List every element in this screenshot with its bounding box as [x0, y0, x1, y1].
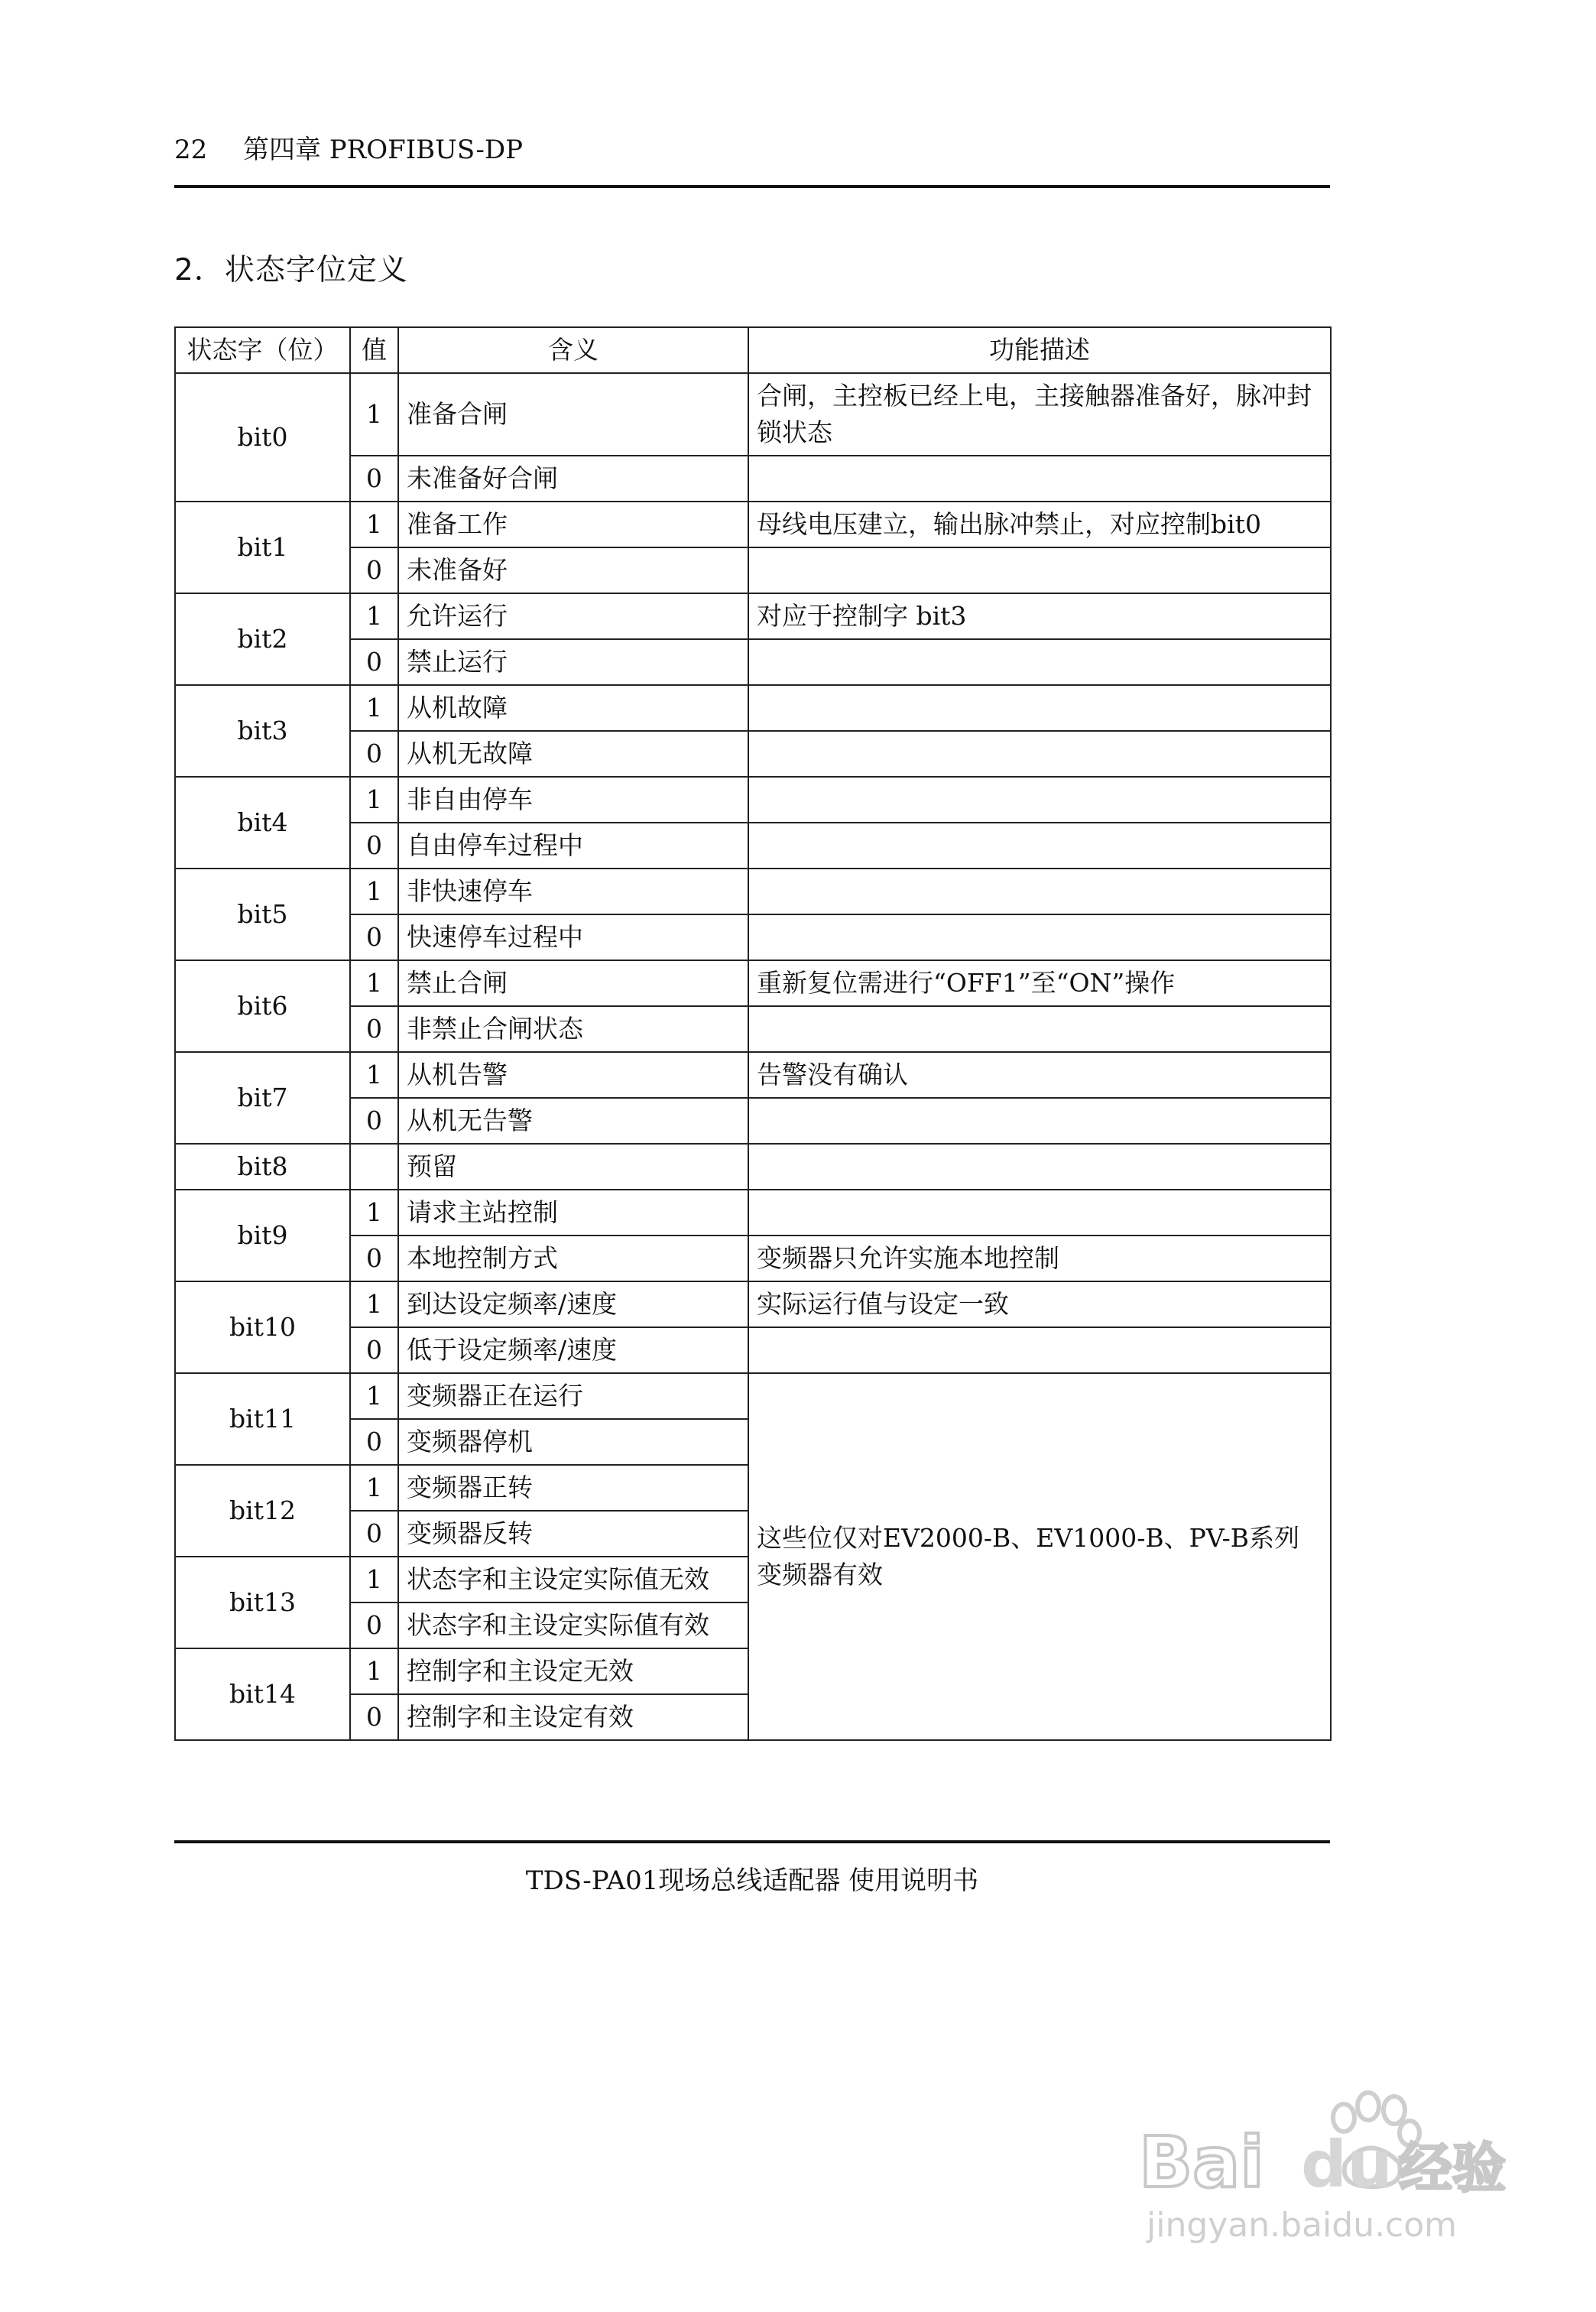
bit-value: 0	[350, 1236, 398, 1281]
bit-description	[748, 1327, 1331, 1373]
table-row	[175, 1190, 1331, 1236]
watermark-brand-du: du	[1301, 2127, 1393, 2202]
bit-label: bit1	[175, 502, 350, 593]
table-row	[175, 869, 1331, 914]
bit-description	[748, 1006, 1331, 1052]
bit-meaning: 禁止合闸	[398, 960, 748, 1006]
bit-label: bit0	[175, 373, 350, 502]
bit-label: bit13	[175, 1557, 350, 1648]
bit-value: 0	[350, 1006, 398, 1052]
bit-value: 1	[350, 593, 398, 639]
page-header	[174, 128, 1330, 187]
bit-meaning: 低于设定频率/速度	[398, 1327, 748, 1373]
bit-meaning: 允许运行	[398, 593, 748, 639]
column-header-meaning: 含义	[398, 327, 748, 373]
chapter-title: 第四章 PROFIBUS-DP	[243, 135, 523, 165]
bit-meaning: 非快速停车	[398, 869, 748, 914]
bit-meaning: 状态字和主设定实际值有效	[398, 1602, 748, 1648]
bit-label: bit6	[175, 960, 350, 1052]
bit-description	[748, 639, 1331, 685]
bit-value: 1	[350, 1190, 398, 1236]
status-word-table	[174, 326, 1332, 1741]
bit-value: 1	[350, 1052, 398, 1098]
column-header-bit: 状态字（位）	[175, 327, 350, 373]
bit-description	[748, 547, 1331, 593]
bit-meaning: 变频器正在运行	[398, 1373, 748, 1419]
bit-meaning: 变频器正转	[398, 1465, 748, 1511]
bit-label: bit9	[175, 1190, 350, 1281]
bit-description	[748, 914, 1331, 960]
section-title: 2．状态字位定义	[174, 253, 408, 287]
bit-label: bit8	[175, 1144, 350, 1190]
bit-value: 1	[350, 777, 398, 823]
header-divider	[174, 185, 1330, 188]
bit-meaning: 禁止运行	[398, 639, 748, 685]
bit-description	[748, 456, 1331, 502]
bit-label: bit12	[175, 1465, 350, 1557]
bit-value: 1	[350, 502, 398, 547]
bit-meaning: 控制字和主设定有效	[398, 1694, 748, 1740]
bit-meaning: 到达设定频率/速度	[398, 1281, 748, 1327]
bit-meaning: 从机故障	[398, 685, 748, 731]
table-row	[175, 960, 1331, 1006]
bit-meaning: 非禁止合闸状态	[398, 1006, 748, 1052]
bit-value: 1	[350, 1373, 398, 1419]
page-number: 22	[174, 135, 208, 165]
bit-meaning: 本地控制方式	[398, 1236, 748, 1281]
bit-value: 0	[350, 639, 398, 685]
bit-meaning: 快速停车过程中	[398, 914, 748, 960]
bit-value: 1	[350, 1281, 398, 1327]
table-row	[175, 1052, 1331, 1098]
watermark-brand: Bai	[1139, 2122, 1264, 2203]
bit-label: bit2	[175, 593, 350, 685]
bit-label: bit7	[175, 1052, 350, 1144]
bit-meaning: 变频器停机	[398, 1419, 748, 1465]
bit-value: 0	[350, 1602, 398, 1648]
bit-description: 变频器只允许实施本地控制	[748, 1236, 1331, 1281]
bit-description: 实际运行值与设定一致	[748, 1281, 1331, 1327]
bit-label: bit3	[175, 685, 350, 777]
bit-meaning: 从机无告警	[398, 1098, 748, 1144]
bit-value: 1	[350, 1465, 398, 1511]
bit-value	[350, 1144, 398, 1190]
bit-label: bit5	[175, 869, 350, 960]
bit-label: bit14	[175, 1648, 350, 1740]
bit-meaning: 未准备好合闸	[398, 456, 748, 502]
bit-description: 母线电压建立，输出脉冲禁止，对应控制bit0	[748, 502, 1331, 547]
bit-value: 0	[350, 914, 398, 960]
column-header-description: 功能描述	[748, 327, 1331, 373]
bit-value: 0	[350, 1098, 398, 1144]
bit-description	[748, 685, 1331, 731]
bit-description: 重新复位需进行“OFF1”至“ON”操作	[748, 960, 1331, 1006]
baidu-jingyan-watermark	[1139, 2072, 1521, 2263]
bit-value: 0	[350, 456, 398, 502]
bit-meaning: 准备合闸	[398, 373, 748, 456]
table-row	[175, 1373, 1331, 1419]
bit-description	[748, 731, 1331, 777]
bit-value: 1	[350, 960, 398, 1006]
bit-meaning: 自由停车过程中	[398, 823, 748, 869]
table-row	[175, 373, 1331, 456]
bit-description	[748, 1190, 1331, 1236]
table-header-row	[175, 327, 1331, 373]
bit-value: 0	[350, 1327, 398, 1373]
bit-label: bit10	[175, 1281, 350, 1373]
table-row	[175, 502, 1331, 547]
bit-meaning: 未准备好	[398, 547, 748, 593]
table-row	[175, 777, 1331, 823]
bit-description: 合闸，主控板已经上电，主接触器准备好，脉冲封锁状态	[748, 373, 1331, 456]
bit-value: 1	[350, 1648, 398, 1694]
bit-meaning: 变频器反转	[398, 1511, 748, 1557]
bit-value: 1	[350, 1557, 398, 1602]
bit-description: 对应于控制字 bit3	[748, 593, 1331, 639]
bit-description	[748, 1098, 1331, 1144]
bit-description	[748, 869, 1331, 914]
bit-value: 0	[350, 1511, 398, 1557]
bit-meaning: 从机告警	[398, 1052, 748, 1098]
watermark-url: jingyan.baidu.com	[1147, 2206, 1458, 2245]
bit-value: 0	[350, 1694, 398, 1740]
bit-label: bit11	[175, 1373, 350, 1465]
bit-meaning: 请求主站控制	[398, 1190, 748, 1236]
table-row	[175, 1144, 1331, 1190]
bit-value: 0	[350, 823, 398, 869]
bit-value: 0	[350, 731, 398, 777]
watermark-cn: 经验	[1399, 2137, 1506, 2200]
bit-meaning: 控制字和主设定无效	[398, 1648, 748, 1694]
bit-meaning: 预留	[398, 1144, 748, 1190]
bit-value: 0	[350, 1419, 398, 1465]
bit-value: 0	[350, 547, 398, 593]
bit-meaning: 从机无故障	[398, 731, 748, 777]
page-footer: TDS-PA01现场总线适配器 使用说明书	[525, 1866, 979, 1896]
bit-description	[748, 823, 1331, 869]
bit-value: 1	[350, 869, 398, 914]
bit-description	[748, 777, 1331, 823]
bit-description	[748, 1144, 1331, 1190]
bit-meaning: 状态字和主设定实际值无效	[398, 1557, 748, 1602]
bit-label: bit4	[175, 777, 350, 869]
footer-divider	[174, 1840, 1330, 1843]
table-row	[175, 593, 1331, 639]
merged-description: 这些位仅对EV2000-B、EV1000-B、PV-B系列变频器有效	[748, 1373, 1331, 1740]
bit-description: 告警没有确认	[748, 1052, 1331, 1098]
bit-value: 1	[350, 373, 398, 456]
bit-meaning: 准备工作	[398, 502, 748, 547]
bit-meaning: 非自由停车	[398, 777, 748, 823]
table-row	[175, 685, 1331, 731]
bit-value: 1	[350, 685, 398, 731]
table-row	[175, 1281, 1331, 1327]
column-header-value: 值	[350, 327, 398, 373]
